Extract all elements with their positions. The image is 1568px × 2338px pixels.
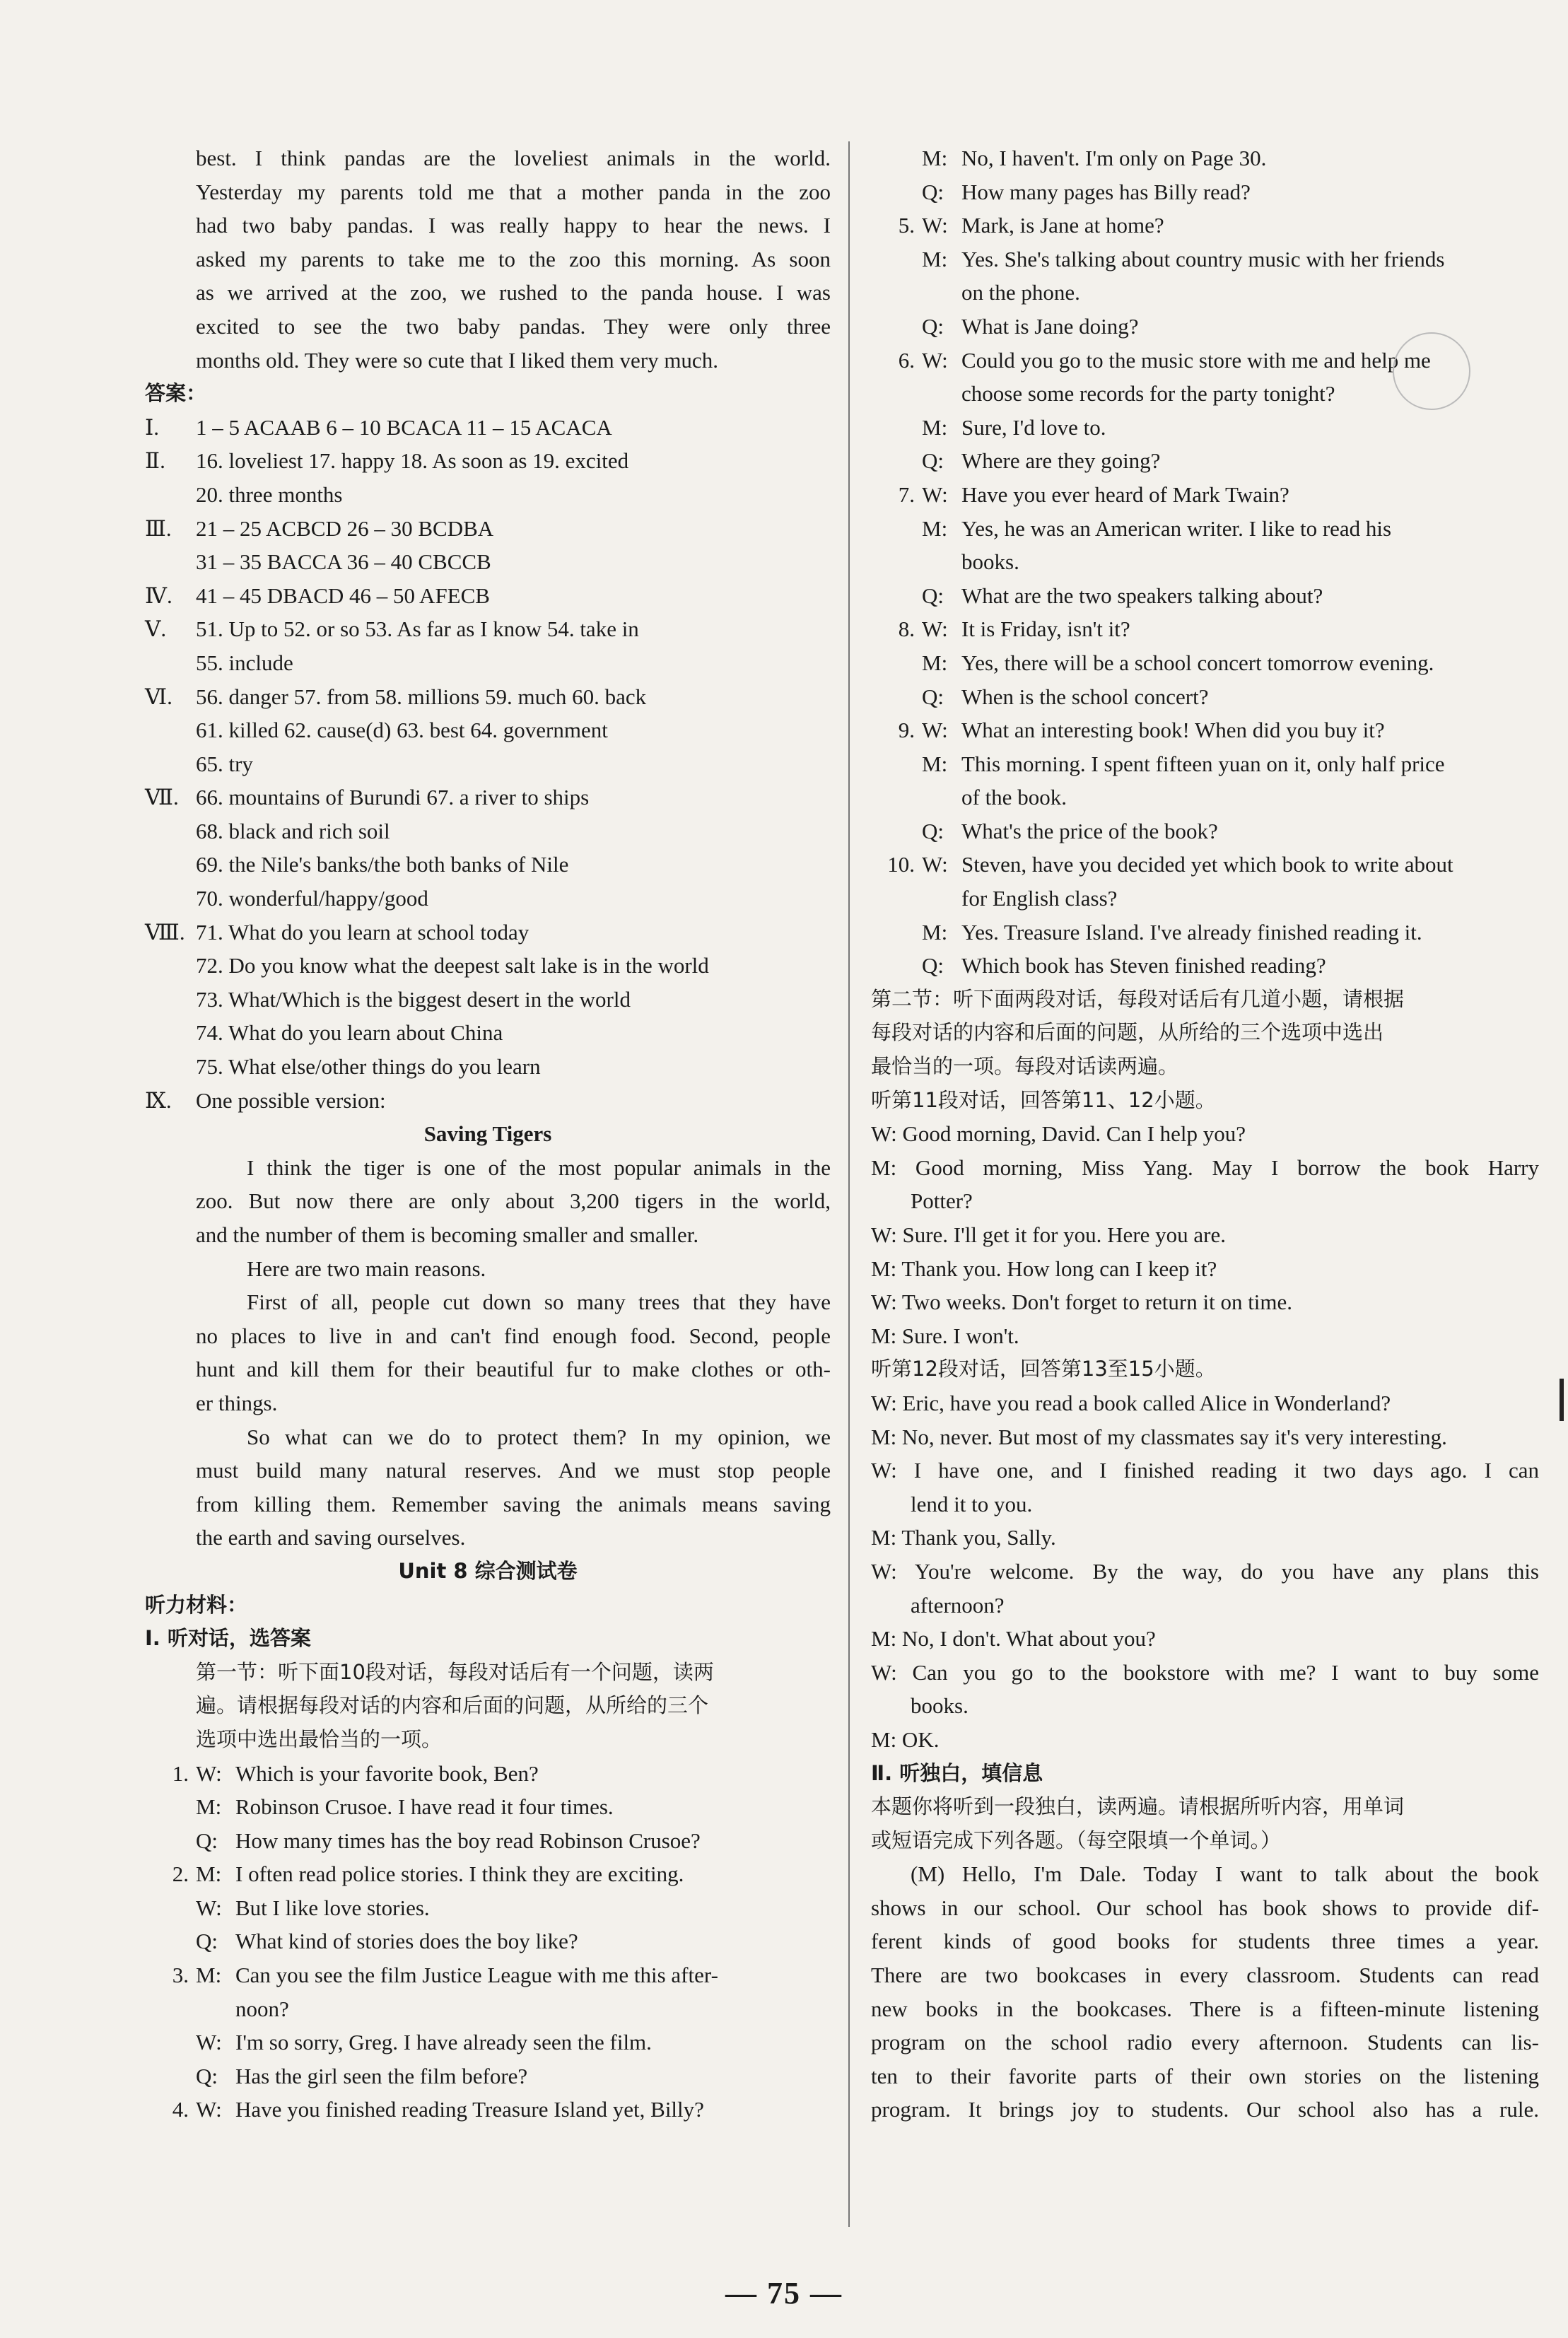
dialogue-line: books. — [911, 1693, 969, 1719]
section3-heading: Ⅱ. 听独白，填信息 — [871, 1760, 1043, 1785]
utterance: Yes, there will be a school concert tomorrow evening. — [961, 650, 1434, 675]
speaker: M: — [922, 146, 948, 170]
utterance: Has the girl seen the film before? — [235, 2063, 528, 2088]
q-num — [871, 781, 922, 814]
q-num — [145, 1924, 196, 1958]
utterance: When is the school concert? — [961, 684, 1209, 709]
passage-line: months old. They were so cute that I liked them very much. — [196, 347, 718, 373]
utterance: What is Jane doing? — [961, 313, 1139, 339]
speaker: W: — [196, 2030, 222, 2055]
speaker — [922, 882, 961, 916]
speaker — [922, 781, 961, 814]
answer-roman — [145, 814, 196, 848]
q-num — [871, 175, 922, 209]
utterance: It is Friday, isn't it? — [961, 616, 1130, 642]
q-num — [871, 444, 922, 478]
q-num — [145, 1891, 196, 1925]
answer-roman — [145, 713, 196, 747]
dialogue-line — [145, 1891, 831, 1925]
essay-line: So what can we do to protect them? In my opinion, we — [247, 1424, 831, 1449]
section1-intro-line: 选项中选出最恰当的一项。 — [196, 1726, 443, 1751]
answer-row — [145, 916, 831, 949]
answer-text: 69. the Nile's banks/the both banks of Nile — [196, 852, 569, 877]
answer-row — [145, 512, 831, 546]
dialogue11-heading: 听第11段对话，回答第11、12小题。 — [871, 1087, 1216, 1112]
utterance: How many pages has Billy read? — [961, 179, 1251, 204]
answer-row — [145, 848, 831, 882]
answer-roman — [145, 983, 196, 1017]
monologue-line: ten to their favorite parts of their own stories on the listening — [871, 2063, 1539, 2088]
section2-intro-line: 每段对话的内容和后面的问题，从所给的三个选项中选出 — [871, 1020, 1384, 1045]
essay-title: Saving Tigers — [423, 1121, 552, 1147]
monologue-line: (M) Hello, I'm Dale. Today I want to talk about the book — [911, 1861, 1539, 1887]
answer-text: 51. Up to 52. or so 53. As far as I know 54. take in — [196, 616, 639, 642]
utterance: choose some records for the party tonight? — [961, 381, 1335, 407]
q-num — [871, 141, 922, 175]
q-num — [871, 949, 922, 983]
passage-line: asked my parents to take me to the zoo this morning. As soon — [196, 246, 831, 271]
q-num — [871, 377, 922, 411]
answer-roman: Ⅷ. — [145, 919, 185, 945]
q-num — [145, 2026, 196, 2059]
q-num: 7. — [898, 481, 915, 507]
answer-row — [145, 612, 831, 646]
answer-row — [145, 1016, 831, 1050]
utterance: What an interesting book! When did you buy it? — [961, 718, 1385, 743]
speaker — [196, 1992, 235, 2026]
speaker: Q: — [922, 818, 944, 843]
dialogue-line: lend it to you. — [911, 1491, 1033, 1516]
speaker: W: — [922, 852, 948, 877]
dialogue-line: M: Sure. I won't. — [871, 1323, 1019, 1348]
dialogue-line — [871, 141, 1539, 175]
utterance: Yes. Treasure Island. I've already finished reading it. — [961, 919, 1422, 945]
monologue-line: new books in the bookcases. There is a fifteen-minute listening — [871, 1996, 1539, 2021]
answer-text: 41 – 45 DBACD 46 – 50 AFECB — [196, 583, 490, 608]
answer-row — [145, 579, 831, 613]
q-num — [871, 646, 922, 680]
speaker: M: — [922, 515, 948, 541]
answer-text: 73. What/Which is the biggest desert in the world — [196, 986, 631, 1012]
answer-text: 74. What do you learn about China — [196, 1020, 503, 1046]
utterance: Yes. She's talking about country music with her friends — [961, 246, 1445, 271]
q-num — [871, 680, 922, 714]
answer-text: 66. mountains of Burundi 67. a river to ships — [196, 785, 590, 810]
dialogue-line — [871, 949, 1539, 983]
dialogue-line — [871, 512, 1539, 546]
essay-line: zoo. But now there are only about 3,200 tigers in the world, — [196, 1188, 831, 1214]
essay-line: er things. — [196, 1390, 278, 1415]
speaker: Q: — [196, 1929, 218, 1954]
dialogue-line: M: Thank you. How long can I keep it? — [871, 1256, 1217, 1281]
dialogue-line: W: Good morning, David. Can I help you? — [871, 1121, 1246, 1147]
left-column — [145, 141, 831, 2127]
answer-row — [145, 882, 831, 916]
q-num — [871, 276, 922, 310]
answer-row — [145, 781, 831, 814]
essay — [145, 1151, 831, 1555]
answer-roman: Ⅵ. — [145, 684, 172, 709]
dialogue-line — [871, 882, 1539, 916]
listening-heading: 听力材料： — [145, 1592, 248, 1617]
dialogue-line — [871, 781, 1539, 814]
answer-row — [145, 814, 831, 848]
section1-heading: Ⅰ. 听对话，选答案 — [145, 1626, 311, 1651]
answer-row — [145, 646, 831, 680]
dialogue12 — [871, 1386, 1539, 1757]
answer-text: 72. Do you know what the deepest salt lake is in the world — [196, 953, 709, 978]
essay-line: no places to live in and can't find enough food. Second, people — [196, 1323, 831, 1348]
answer-row — [145, 1084, 831, 1118]
utterance: of the book. — [961, 785, 1067, 810]
answer-roman — [145, 848, 196, 882]
q-num — [871, 882, 922, 916]
answer-row — [145, 1050, 831, 1084]
q-num: 5. — [898, 213, 915, 238]
dialogue-line: W: Eric, have you read a book called Alice in Wonderland? — [871, 1390, 1391, 1415]
utterance: Which book has Steven finished reading? — [961, 953, 1326, 978]
passage-line: best. I think pandas are the loveliest animals in the world. — [196, 146, 831, 170]
answer-text: 70. wonderful/happy/good — [196, 886, 428, 911]
q-num — [871, 242, 922, 276]
essay-line: Here are two main reasons. — [247, 1256, 486, 1281]
section2-intro-line: 最恰当的一项。每段对话读两遍。 — [871, 1054, 1179, 1079]
q-num — [871, 411, 922, 445]
page-number: — 75 — — [725, 2276, 843, 2310]
q-num — [871, 512, 922, 546]
dialogue-line — [871, 612, 1539, 646]
dialogue-line — [871, 713, 1539, 747]
answer-row — [145, 444, 831, 478]
passage-line: Yesterday my parents told me that a mother panda in the zoo — [196, 179, 831, 204]
answer-text: 16. loveliest 17. happy 18. As soon as 19. excited — [196, 448, 629, 474]
q-num: 1. — [172, 1760, 189, 1786]
dialogue-line — [145, 1757, 831, 1791]
speaker: Q: — [196, 2063, 218, 2088]
utterance: Could you go to the music store with me and help me — [961, 347, 1431, 373]
answer-text: 61. killed 62. cause(d) 63. best 64. government — [196, 718, 608, 743]
answer-roman: Ⅶ. — [145, 785, 179, 810]
utterance: Which is your favorite book, Ben? — [235, 1760, 539, 1786]
answer-text: 20. three months — [196, 481, 343, 507]
dialogue-line — [871, 747, 1539, 781]
dialogue-line: M: Good morning, Miss Yang. May I borrow the book Harry — [871, 1155, 1539, 1180]
answer-row — [145, 949, 831, 983]
utterance: books. — [961, 549, 1019, 575]
utterance: What kind of stories does the boy like? — [235, 1929, 578, 1954]
essay-line: the earth and saving ourselves. — [196, 1525, 466, 1550]
dialogue-line — [145, 2026, 831, 2059]
q-num: 10. — [887, 852, 915, 877]
speaker: W: — [196, 2097, 222, 2122]
dialogue-line — [145, 1992, 831, 2026]
dialogue11 — [871, 1117, 1539, 1352]
dialogue-line — [871, 916, 1539, 949]
answer-text: 55. include — [196, 650, 293, 675]
dialogue-line — [145, 2093, 831, 2127]
answer-roman — [145, 949, 196, 983]
monologue — [871, 1857, 1539, 2127]
answer-roman: Ⅲ. — [145, 515, 172, 541]
utterance: Mark, is Jane at home? — [961, 213, 1164, 238]
dialogue-line — [871, 276, 1539, 310]
dialogue-line — [871, 646, 1539, 680]
speaker: Q: — [922, 684, 944, 709]
q-num: 3. — [172, 1963, 189, 1988]
answer-list — [145, 411, 831, 1117]
q-num — [145, 1992, 196, 2026]
unit-title: Unit 8 综合测试卷 — [398, 1558, 578, 1583]
answer-roman — [145, 646, 196, 680]
dialogue-line — [871, 242, 1539, 276]
section1-intro-line: 第一节：听下面10段对话，每段对话后有一个问题，读两 — [196, 1659, 714, 1684]
utterance: How many times has the boy read Robinson Crusoe? — [235, 1828, 701, 1853]
utterance: for English class? — [961, 886, 1118, 911]
dialogue-line: afternoon? — [911, 1592, 1005, 1618]
speaker: W: — [922, 718, 948, 743]
monologue-line: program. It brings joy to students. Our school also has a rule. — [871, 2097, 1539, 2122]
answer-row — [145, 713, 831, 747]
answer-text: 75. What else/other things do you learn — [196, 1054, 541, 1080]
column-divider — [848, 141, 850, 2227]
answer-text: 71. What do you learn at school today — [196, 919, 530, 945]
answer-text: 56. danger 57. from 58. millions 59. much 60. back — [196, 684, 647, 709]
passage-line: as we arrived at the zoo, we rushed to the panda house. I was — [196, 280, 831, 305]
answer-row — [145, 680, 831, 714]
dialogue-line: M: Thank you, Sally. — [871, 1525, 1056, 1550]
essay-line: I think the tiger is one of the most popular animals in the — [247, 1155, 831, 1180]
answer-text: 65. try — [196, 751, 253, 776]
section1-intro-line: 遍。请根据每段对话的内容和后面的问题，从所给的三个 — [196, 1693, 709, 1718]
utterance: Yes, he was an American writer. I like to read his — [961, 515, 1392, 541]
dialogue-line — [871, 411, 1539, 445]
dialogue-line — [871, 175, 1539, 209]
q-num — [145, 2059, 196, 2093]
q-num: 2. — [172, 1861, 189, 1887]
utterance: Can you see the film Justice League with me this after- — [235, 1963, 718, 1988]
dialogue-line: M: OK. — [871, 1726, 940, 1752]
dialogue-line — [871, 579, 1539, 613]
q-num — [145, 1824, 196, 1858]
right-column — [871, 141, 1539, 2127]
speaker: Q: — [196, 1828, 218, 1853]
speaker: W: — [922, 347, 948, 373]
utterance: on the phone. — [961, 280, 1080, 305]
answer-roman — [145, 747, 196, 781]
answer-roman: Ⅴ. — [145, 616, 167, 642]
utterance: Have you ever heard of Mark Twain? — [961, 481, 1289, 507]
answer-roman: Ⅰ. — [145, 414, 159, 440]
dialogue-line: W: Two weeks. Don't forget to return it on time. — [871, 1290, 1293, 1315]
answer-row — [145, 983, 831, 1017]
speaker: M: — [922, 414, 948, 440]
speaker: M: — [922, 751, 948, 776]
utterance: What's the price of the book? — [961, 818, 1218, 843]
section3-intro-line: 本题你将听到一段独白，读两遍。请根据所听内容，用单词 — [871, 1794, 1405, 1819]
dialogue-line — [145, 1958, 831, 1992]
speaker — [922, 377, 961, 411]
speaker: M: — [196, 1963, 222, 1988]
answer-roman — [145, 545, 196, 579]
dialogue12-heading: 听第12段对话，回答第13至15小题。 — [871, 1357, 1216, 1381]
edge-mark — [1560, 1379, 1564, 1421]
speaker — [922, 276, 961, 310]
dialogue-line — [145, 2059, 831, 2093]
utterance: Where are they going? — [961, 448, 1161, 474]
dialogue-list — [871, 141, 1539, 983]
dialogue-line — [145, 1824, 831, 1858]
dialogue-list — [145, 1757, 831, 2127]
answer-text: 21 – 25 ACBCD 26 – 30 BCDBA — [196, 515, 494, 541]
q-num: 8. — [898, 616, 915, 642]
answer-roman — [145, 1050, 196, 1084]
speaker: Q: — [922, 179, 944, 204]
dialogue-line: M: No, I don't. What about you? — [871, 1626, 1156, 1652]
speaker: M: — [922, 246, 948, 271]
q-num: 9. — [898, 718, 915, 743]
essay-line: First of all, people cut down so many trees that they have — [247, 1290, 831, 1315]
dialogue-line — [871, 848, 1539, 882]
essay-line: and the number of them is becoming smaller and smaller. — [196, 1222, 699, 1247]
dialogue-line — [871, 680, 1539, 714]
answer-roman — [145, 1016, 196, 1050]
speaker: Q: — [922, 313, 944, 339]
dialogue-line — [871, 814, 1539, 848]
speaker: W: — [196, 1895, 222, 1920]
answer-text: 31 – 35 BACCA 36 – 40 CBCCB — [196, 549, 491, 575]
monologue-line: shows in our school. Our school has book shows to provide dif- — [871, 1895, 1539, 1920]
passage-line: excited to see the two baby pandas. They were only three — [196, 313, 831, 339]
answer-roman — [145, 882, 196, 916]
dialogue-line: W: I have one, and I finished reading it two days ago. I can — [871, 1458, 1539, 1483]
utterance: noon? — [235, 1996, 289, 2021]
section3-intro-line: 或短语完成下列各题。（每空限填一个单词。） — [871, 1828, 1282, 1852]
speaker: W: — [196, 1760, 222, 1786]
dialogue-line: Potter? — [911, 1188, 973, 1214]
q-num — [871, 814, 922, 848]
q-num — [871, 916, 922, 949]
dialogue-line — [871, 444, 1539, 478]
monologue-line: program on the school radio every afternoon. Students can lis- — [871, 2030, 1539, 2055]
essay-line: must build many natural reserves. And we must stop people — [196, 1458, 831, 1483]
section2-intro-line: 第二节：听下面两段对话，每段对话后有几道小题，请根据 — [871, 986, 1405, 1011]
q-num — [871, 310, 922, 344]
q-num — [871, 747, 922, 781]
utterance: What are the two speakers talking about? — [961, 583, 1323, 608]
utterance: This morning. I spent fifteen yuan on it, only half price — [961, 751, 1445, 776]
dialogue-line — [871, 545, 1539, 579]
speaker: M: — [196, 1794, 222, 1820]
utterance: I'm so sorry, Greg. I have already seen the film. — [235, 2030, 652, 2055]
dialogue-line — [145, 1790, 831, 1824]
monologue-line: There are two bookcases in every classroom. Students can read — [871, 1963, 1539, 1988]
answer-roman: Ⅸ. — [145, 1087, 172, 1113]
answer-text: One possible version: — [196, 1087, 386, 1113]
speaker: W: — [922, 481, 948, 507]
passage-line: had two baby pandas. I was really happy to hear the news. I — [196, 213, 831, 238]
answer-row — [145, 411, 831, 445]
utterance: Steven, have you decided yet which book to write about — [961, 852, 1453, 877]
dialogue-line — [871, 209, 1539, 242]
speaker: W: — [922, 616, 948, 642]
dialogue-line: M: No, never. But most of my classmates say it's very interesting. — [871, 1424, 1447, 1449]
essay-line: hunt and kill them for their beautiful fur to make clothes or oth- — [196, 1357, 831, 1382]
answer-row — [145, 747, 831, 781]
dialogue-line — [871, 478, 1539, 512]
answer-text: 68. black and rich soil — [196, 818, 390, 843]
answer-roman: Ⅱ. — [145, 448, 165, 474]
dialogue-line: W: Can you go to the bookstore with me? I want to buy some — [871, 1659, 1539, 1685]
answer-row — [145, 545, 831, 579]
answer-roman — [145, 478, 196, 512]
speaker: M: — [196, 1861, 222, 1887]
answer-row — [145, 478, 831, 512]
q-num: 4. — [172, 2097, 189, 2122]
answer-roman: Ⅳ. — [145, 583, 172, 608]
speaker: Q: — [922, 448, 944, 474]
dialogue-line: W: You're welcome. By the way, do you have any plans this — [871, 1558, 1539, 1584]
utterance: Sure, I'd love to. — [961, 414, 1106, 440]
speaker: M: — [922, 650, 948, 675]
essay-line: from killing them. Remember saving the animals means saving — [196, 1491, 831, 1516]
speaker: M: — [922, 919, 948, 945]
dialogue-line: W: Sure. I'll get it for you. Here you are. — [871, 1222, 1226, 1247]
speaker: Q: — [922, 583, 944, 608]
utterance: No, I haven't. I'm only on Page 30. — [961, 146, 1267, 170]
q-num — [145, 1790, 196, 1824]
speaker: W: — [922, 213, 948, 238]
q-num: 6. — [898, 347, 915, 373]
utterance: Have you finished reading Treasure Island yet, Billy? — [235, 2097, 704, 2122]
answers-heading: 答案： — [145, 381, 207, 406]
utterance: But I like love stories. — [235, 1895, 430, 1920]
passage — [145, 141, 831, 377]
speaker: Q: — [922, 953, 944, 978]
monologue-line: ferent kinds of good books for students three times a year. — [871, 1929, 1539, 1954]
q-num — [871, 545, 922, 579]
speaker — [922, 545, 961, 579]
answer-text: 1 – 5 ACAAB 6 – 10 BCACA 11 – 15 ACACA — [196, 414, 612, 440]
utterance: I often read police stories. I think they are exciting. — [235, 1861, 684, 1887]
dialogue-line — [145, 1857, 831, 1891]
utterance: Robinson Crusoe. I have read it four times. — [235, 1794, 614, 1820]
q-num — [871, 579, 922, 613]
dialogue-line — [145, 1924, 831, 1958]
